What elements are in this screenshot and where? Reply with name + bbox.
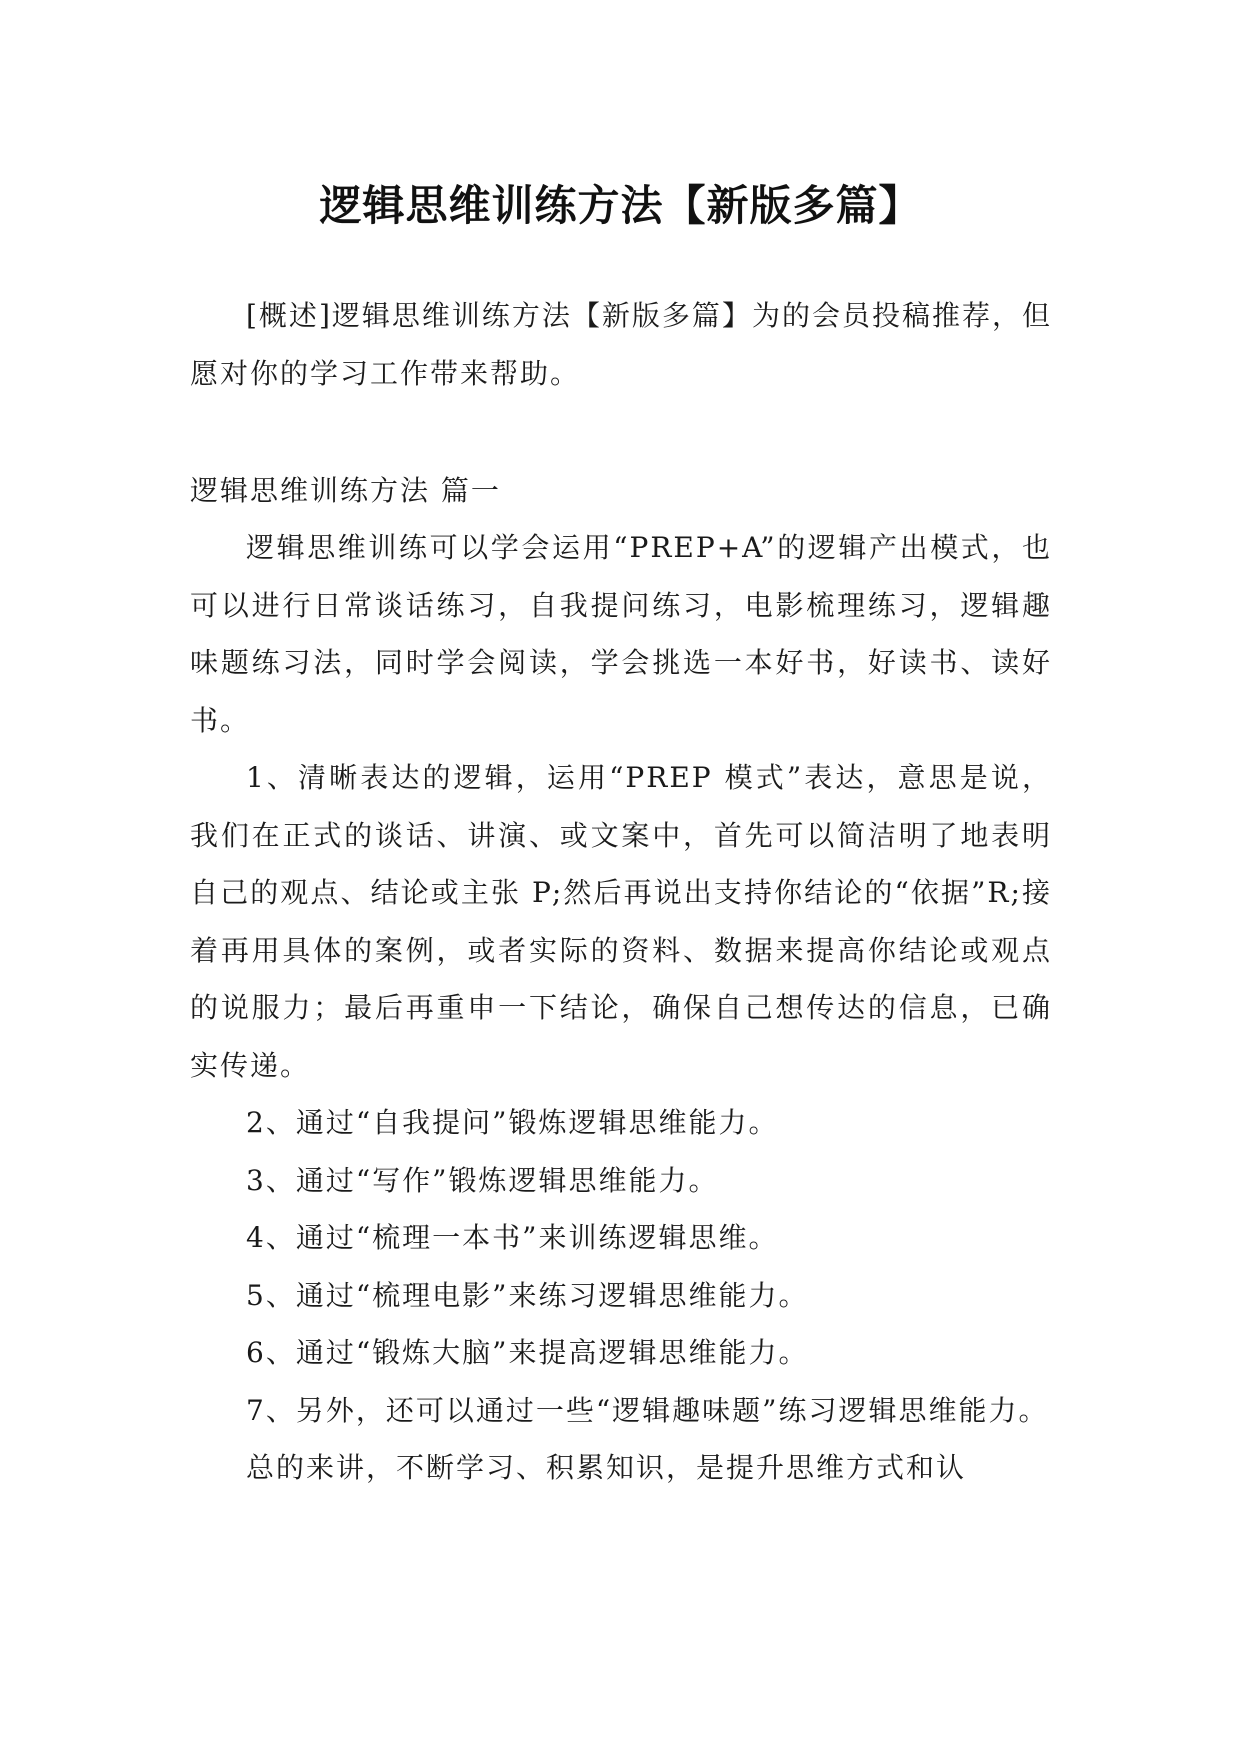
- body-paragraph-item-7: 7、另外，还可以通过一些“逻辑趣味题”练习逻辑思维能力。: [246, 1393, 1049, 1427]
- section-heading: 逻辑思维训练方法 篇一: [190, 474, 501, 507]
- body-paragraph-item-2: 2、通过“自我提问”锻炼逻辑思维能力。: [246, 1106, 779, 1139]
- body-paragraph-item-3: 3、通过“写作”锻炼逻辑思维能力。: [246, 1163, 719, 1197]
- body-paragraph-intro: 逻辑思维训练可以学会运用“PREP+A”的逻辑产出模式，也可以进行日常谈话练习，自我提问练习，电影梳理练习，逻辑趣味题练习法，同时学会阅读，学会挑选一本好书，好读书、读好书。: [190, 531, 1052, 737]
- body-paragraph-conclusion: 总的来讲，不断学习、积累知识，是提升思维方式和认: [246, 1451, 967, 1484]
- body-paragraph-item-5: 5、通过“梳理电影”来练习逻辑思维能力。: [246, 1278, 809, 1312]
- body-paragraph-item-6: 6、通过“锻炼大脑”来提高逻辑思维能力。: [246, 1336, 809, 1369]
- section-heading-block: [190, 462, 1052, 520]
- summary-block: [190, 287, 1052, 402]
- body-paragraph-item-4: 4、通过“梳理一本书”来训练逻辑思维。: [246, 1221, 779, 1254]
- body-paragraph-item-1: 1、清晰表达的逻辑，运用“PREP 模式”表达，意思是说，我们在正式的谈话、讲演、或文案中，首先可以简洁明了地表明自己的观点、结论或主张 P;然后再说出支持你结论的“依据”R;接着再用具体的案例，或者实际的资料、数据来提高你结论或观点的说服力；最后再重申一下结论，确保自己想传达的信息，已确实传递。: [190, 761, 1052, 1082]
- content-body: [190, 519, 1052, 1497]
- document-title: 逻辑思维训练方法【新版多篇】: [319, 181, 922, 231]
- summary-paragraph: [概述]逻辑思维训练方法【新版多篇】为的会员投稿推荐，但愿对你的学习工作带来帮助。: [190, 299, 1052, 390]
